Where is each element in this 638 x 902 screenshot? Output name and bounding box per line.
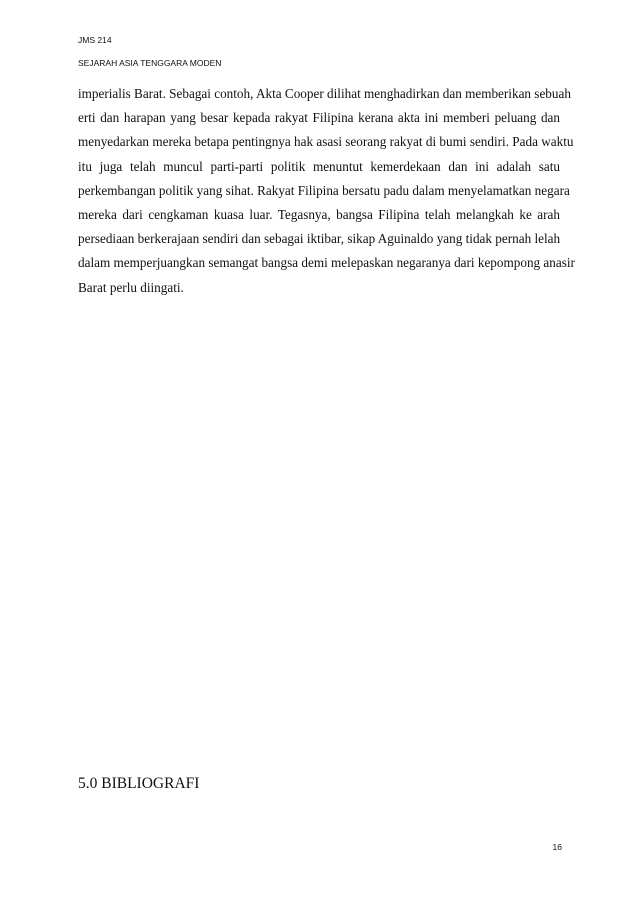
paragraph-line: perkembangan politik yang sihat. Rakyat Filipina bersatu padu dalam menyelamatkan negara [78, 182, 570, 198]
paragraph-line: persediaan berkerajaan sendiri dan sebagai iktibar, sikap Aguinaldo yang tidak pernah lelah [78, 231, 561, 247]
body-paragraph [78, 82, 575, 300]
section-heading: 5.0 BIBLIOGRAFI [78, 775, 200, 792]
course-code: JMS 214 [78, 35, 112, 45]
paragraph-line: itu juga telah muncul parti-parti politik menuntut kemerdekaan dan ini adalah satu [78, 158, 560, 174]
paragraph-line: imperialis Barat. Sebagai contoh, Akta Cooper dilihat menghadirkan dan memberikan sebuah [78, 86, 571, 101]
paragraph-line: erti dan harapan yang besar kepada rakyat Filipina kerana akta ini memberi peluang dan [78, 110, 560, 126]
paragraph-line: menyedarkan mereka betapa pentingnya hak asasi seorang rakyat di bumi sendiri. Pada waktu [78, 134, 574, 150]
paragraph-line: Barat perlu diingati. [78, 279, 184, 295]
page-number: 16 [552, 842, 562, 852]
course-title: SEJARAH ASIA TENGGARA MODEN [78, 58, 222, 68]
paragraph-line: dalam memperjuangkan semangat bangsa demi melepaskan negaranya dari kepompong anasir [78, 255, 575, 271]
paragraph-line: mereka dari cengkaman kuasa luar. Tegasnya, bangsa Filipina telah melangkah ke arah [78, 207, 560, 223]
